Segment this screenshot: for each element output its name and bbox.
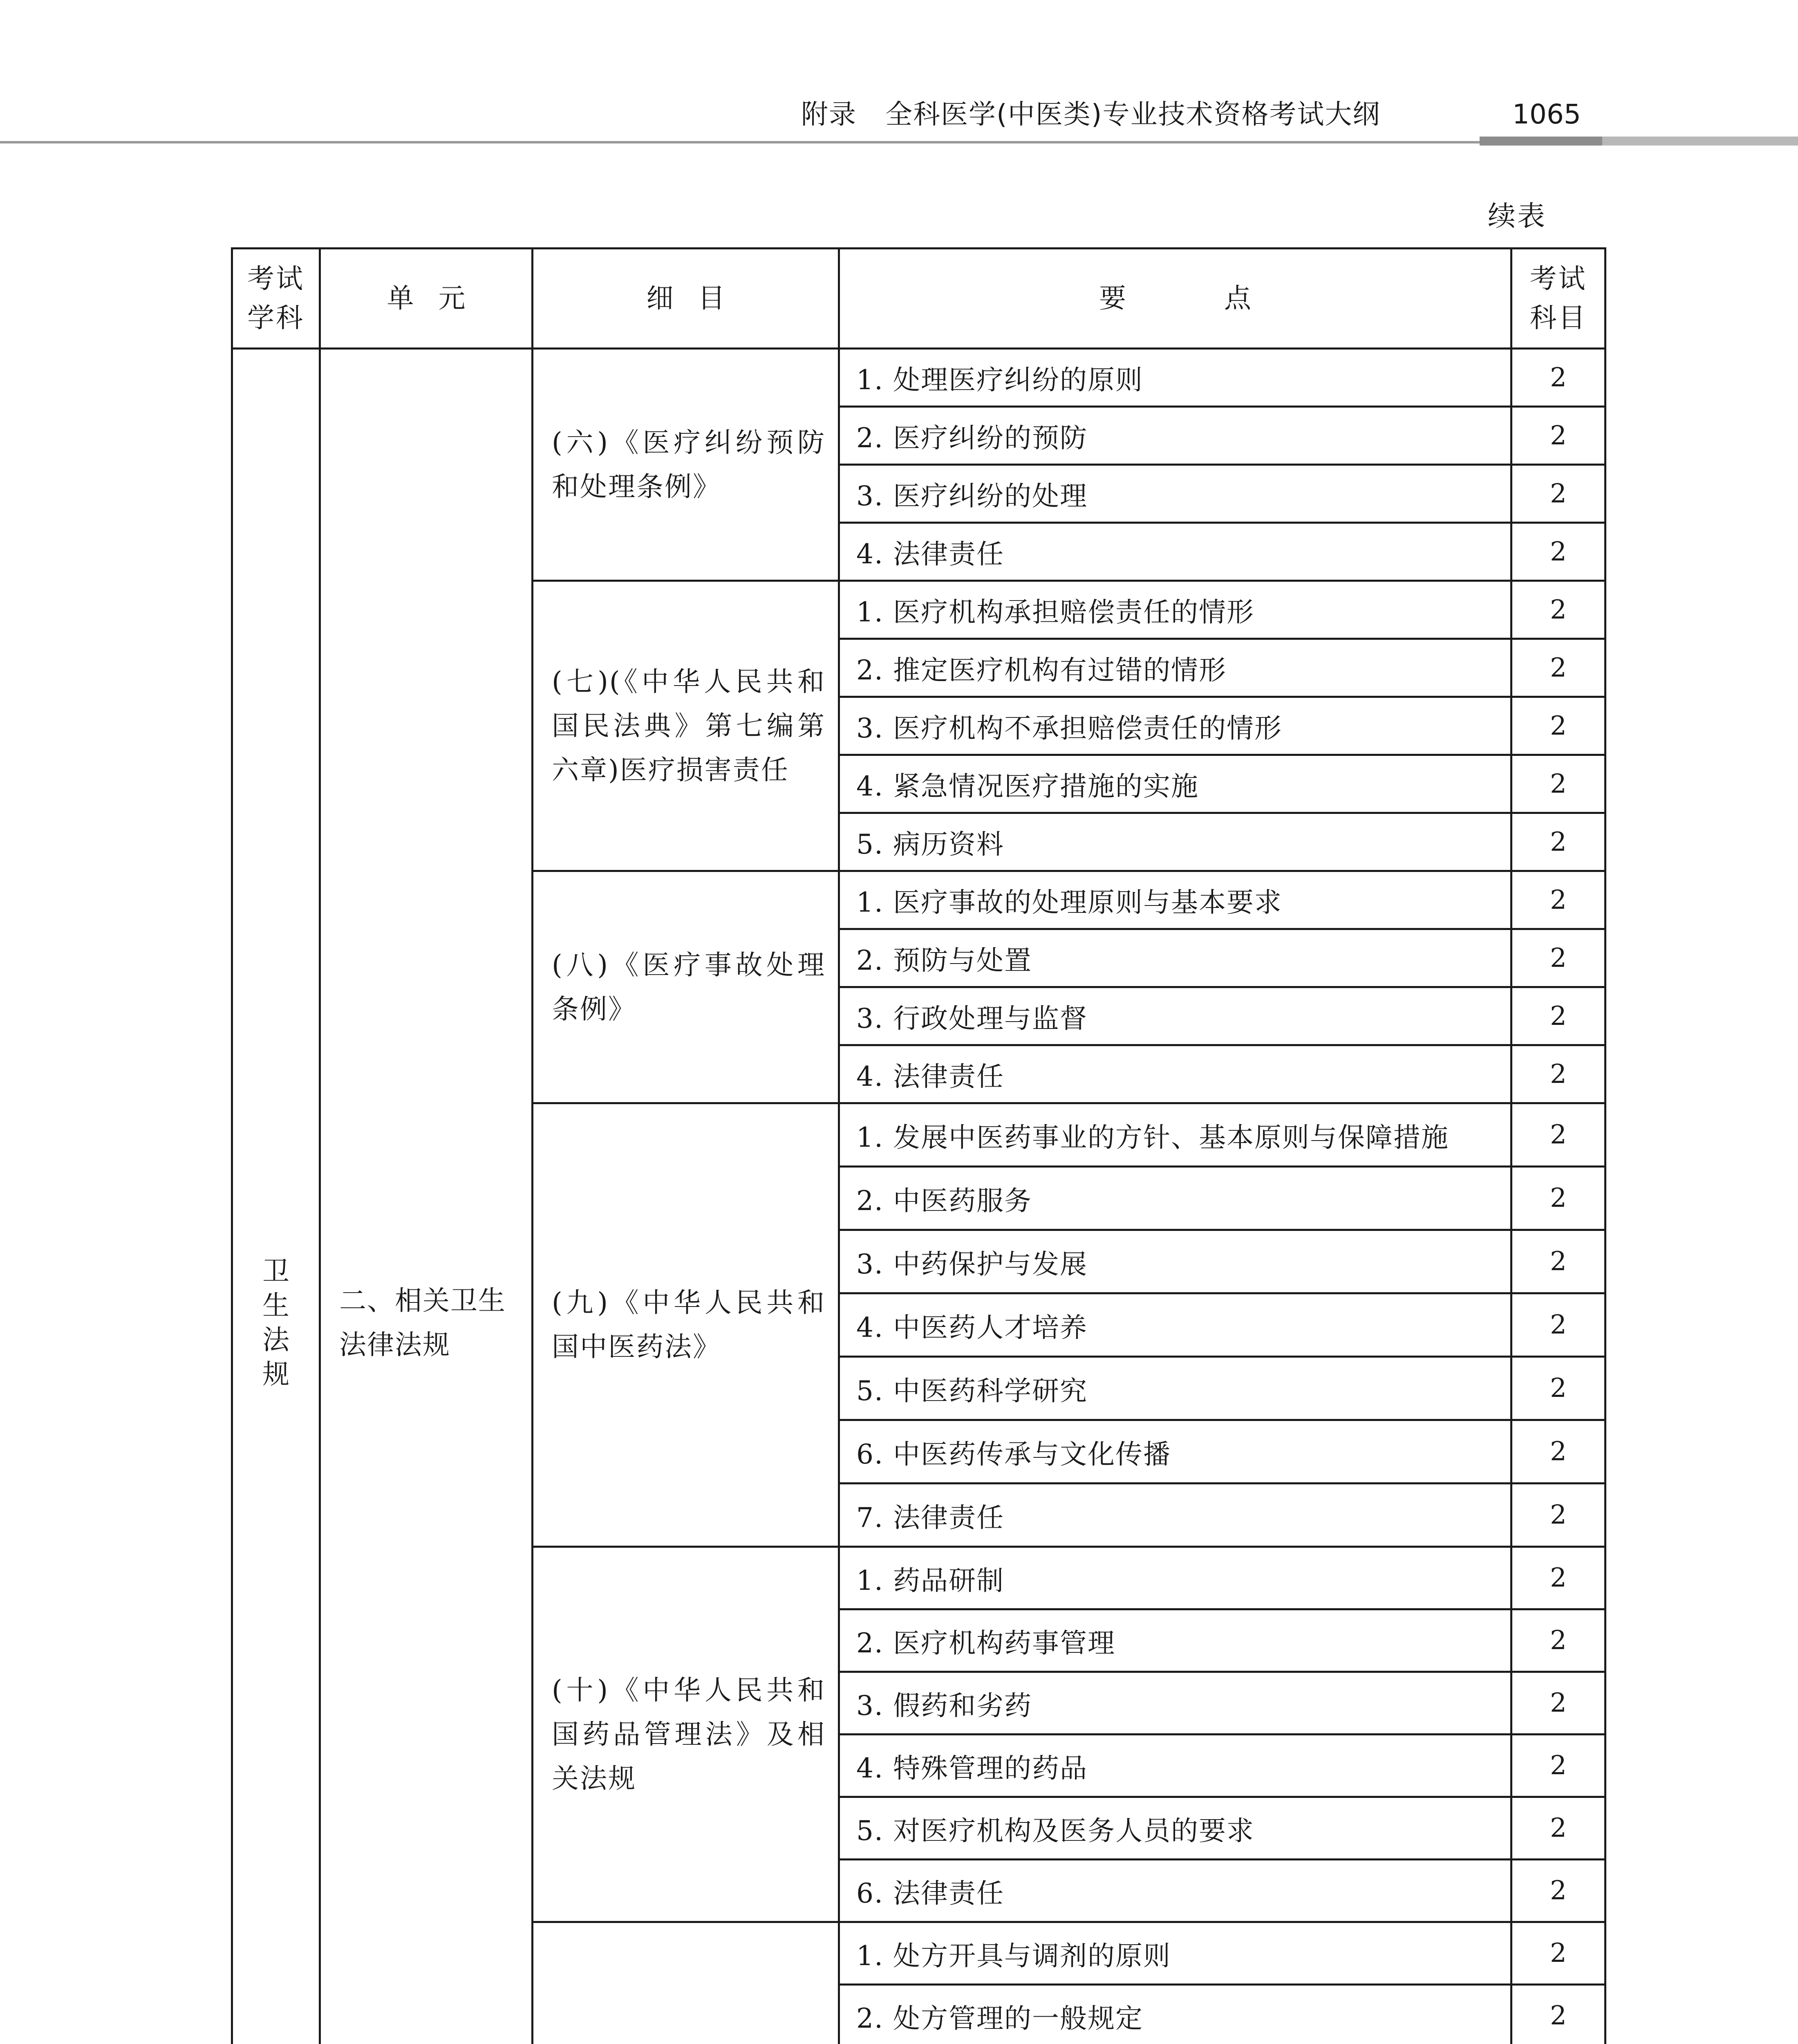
point-cell [839,1103,1511,1167]
level-cell: 2 [1511,1357,1605,1420]
point-text: 紧急情况医疗措施的实施 [893,771,1199,802]
running-header [0,0,1798,147]
point-cell [839,349,1511,407]
column-header-point: 要点 [839,249,1511,349]
point-number: 3. [856,713,884,744]
level-cell: 2 [1511,523,1605,581]
column-header-item: 细目 [533,249,839,349]
level-cell: 2 [1511,1922,1605,1985]
point-cell [839,1547,1511,1609]
point-number: 4. [856,771,884,802]
level-cell: 2 [1511,407,1605,465]
level-cell: 2 [1511,1797,1605,1860]
table-row [232,349,1605,407]
point-number: 2. [856,2002,884,2034]
point-text: 中医药科学研究 [893,1375,1088,1407]
point-text: 假药和劣药 [893,1690,1032,1721]
point-number: 4. [856,1311,884,1343]
level-cell: 2 [1511,813,1605,871]
point-text: 药品研制 [893,1564,1004,1596]
point-text: 行政处理与监督 [893,1003,1088,1034]
item-cell [533,1922,839,2044]
point-text: 法律责任 [893,538,1004,570]
point-cell [839,755,1511,813]
point-cell [839,1230,1511,1293]
point-number: 6. [856,1877,884,1909]
level-cell: 2 [1511,1609,1605,1672]
unit-cell: 二、相关卫生法律法规 [320,349,533,2044]
level-cell: 2 [1511,1547,1605,1609]
level-cell: 2 [1511,1735,1605,1797]
level-cell: 2 [1511,581,1605,639]
point-number: 5. [856,1375,884,1407]
point-number: 5. [856,829,884,860]
point-cell [839,1922,1511,1985]
point-text: 特殊管理的药品 [893,1752,1088,1784]
point-text: 处方开具与调剂的原则 [893,1940,1171,1972]
point-number: 2. [856,654,884,686]
point-text: 中医药人才培养 [893,1311,1088,1343]
header-section: 附录 [801,99,857,130]
level-cell: 2 [1511,929,1605,987]
level-cell: 2 [1511,349,1605,407]
point-number: 2. [856,945,884,976]
point-text: 推定医疗机构有过错的情形 [893,654,1227,686]
subject-text: 卫生法规 [262,1255,289,1390]
point-text: 医疗纠纷的处理 [893,480,1088,512]
point-cell [839,1357,1511,1420]
header-title-line [801,92,1381,137]
table-header-row [232,249,1605,349]
level-cell: 2 [1511,1672,1605,1735]
point-text: 医疗机构承担赔偿责任的情形 [893,596,1254,628]
point-cell [839,1167,1511,1230]
point-text: 法律责任 [893,1061,1004,1092]
point-number: 7. [856,1502,884,1533]
point-number: 1. [856,1940,884,1972]
point-text: 病历资料 [893,829,1004,860]
point-number: 4. [856,538,884,570]
header-title: 全科医学(中医类)专业技术资格考试大纲 [885,99,1381,130]
point-cell [839,1860,1511,1922]
item-cell: (八)《医疗事故处理条例》 [533,871,839,1103]
point-text: 医疗事故的处理原则与基本要求 [893,887,1282,918]
level-cell: 2 [1511,1103,1605,1167]
point-cell [839,1735,1511,1797]
point-text: 医疗机构不承担赔偿责任的情形 [893,713,1282,744]
level-cell: 2 [1511,465,1605,523]
column-header-subject: 考试学科 [232,249,320,349]
point-number: 2. [856,1627,884,1659]
point-number: 2. [856,422,884,454]
column-header-level: 考试科目 [1511,249,1605,349]
point-text: 法律责任 [893,1877,1004,1909]
point-text: 处理医疗纠纷的原则 [893,364,1143,396]
point-text: 预防与处置 [893,945,1032,976]
point-number: 3. [856,1003,884,1034]
column-header-unit: 单元 [320,249,533,349]
level-cell: 2 [1511,1860,1605,1922]
point-cell [839,871,1511,929]
point-cell [839,1797,1511,1860]
point-text: 中医药服务 [893,1185,1032,1217]
point-text: 发展中医药事业的方针、基本原则与保障措施 [893,1121,1449,1153]
point-number: 1. [856,887,884,918]
point-number: 1. [856,364,884,396]
level-cell: 2 [1511,1293,1605,1357]
point-number: 1. [856,596,884,628]
level-cell: 2 [1511,1167,1605,1230]
point-number: 6. [856,1438,884,1470]
level-cell: 2 [1511,1985,1605,2044]
point-cell [839,1985,1511,2044]
point-text: 医疗纠纷的预防 [893,422,1088,454]
point-cell [839,465,1511,523]
point-cell [839,1045,1511,1103]
item-cell: (七)(《中华人民共和国民法典》第七编第六章)医疗损害责任 [533,581,839,871]
point-number: 5. [856,1815,884,1847]
point-number: 2. [856,1185,884,1217]
level-cell: 2 [1511,697,1605,755]
point-cell [839,929,1511,987]
point-number: 4. [856,1752,884,1784]
point-number: 3. [856,1248,884,1280]
point-cell [839,581,1511,639]
point-cell [839,1609,1511,1672]
point-cell [839,1293,1511,1357]
point-text: 中医药传承与文化传播 [893,1438,1171,1470]
point-number: 3. [856,1690,884,1721]
subject-cell [232,349,320,2044]
page-number: 1065 [1512,99,1581,130]
continued-label: 续表 [1488,200,1547,233]
level-cell: 2 [1511,1230,1605,1293]
point-cell [839,1672,1511,1735]
item-cell: (六)《医疗纠纷预防和处理条例》 [533,349,839,581]
point-cell [839,1420,1511,1484]
point-cell [839,523,1511,581]
point-cell [839,987,1511,1045]
level-cell: 2 [1511,1484,1605,1547]
point-cell [839,407,1511,465]
point-number: 4. [856,1061,884,1092]
level-cell: 2 [1511,1045,1605,1103]
header-rule-accent-dark [1480,137,1602,146]
level-cell: 2 [1511,755,1605,813]
point-number: 1. [856,1564,884,1596]
level-cell: 2 [1511,987,1605,1045]
point-text: 处方管理的一般规定 [893,2002,1143,2034]
point-cell [839,813,1511,871]
item-cell: (九)《中华人民共和国中医药法》 [533,1103,839,1547]
level-cell: 2 [1511,871,1605,929]
point-text: 法律责任 [893,1502,1004,1533]
level-cell: 2 [1511,639,1605,697]
point-text: 中药保护与发展 [893,1248,1088,1280]
point-cell [839,639,1511,697]
point-text: 对医疗机构及医务人员的要求 [893,1815,1254,1847]
point-number: 1. [856,1121,884,1153]
point-text: 医疗机构药事管理 [893,1627,1115,1659]
table-body [232,349,1605,2044]
point-cell [839,697,1511,755]
point-number: 3. [856,480,884,512]
syllabus-table [231,247,1606,2044]
item-cell: (十)《中华人民共和国药品管理法》及相关法规 [533,1547,839,1922]
level-cell: 2 [1511,1420,1605,1484]
point-cell [839,1484,1511,1547]
